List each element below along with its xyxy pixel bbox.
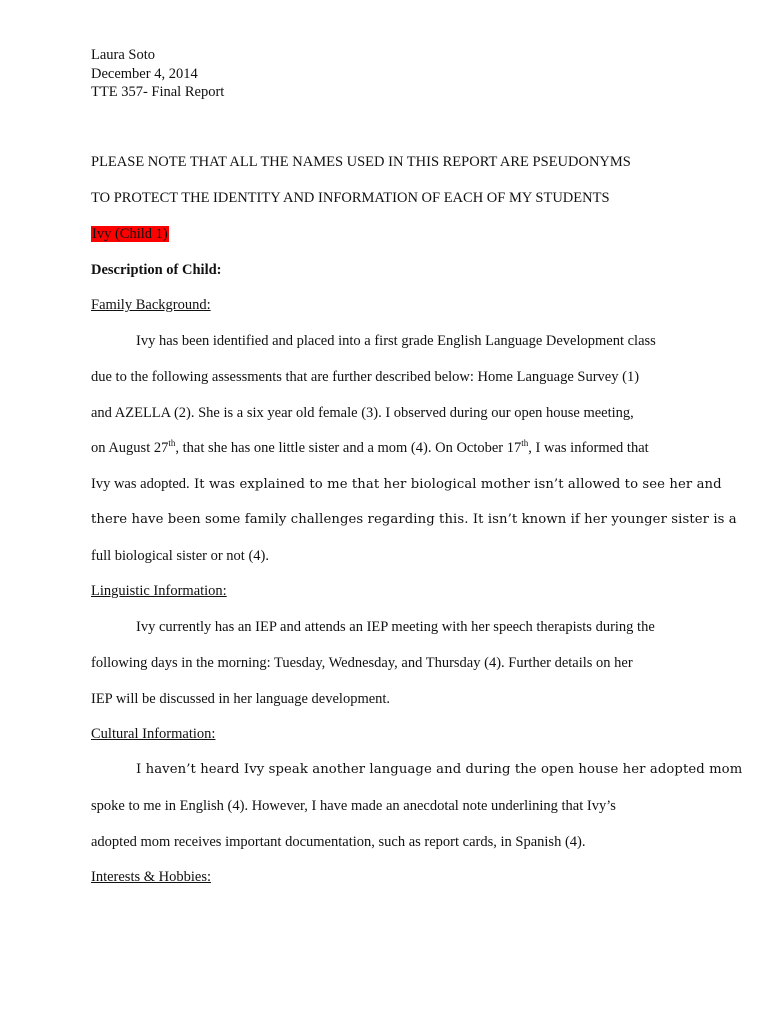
linguistic-paragraph-line: IEP will be discussed in her language development.: [91, 691, 391, 707]
superscript: th: [168, 438, 176, 449]
report-date: December 4, 2014: [91, 66, 198, 82]
text-segment: , I was informed that: [528, 440, 649, 456]
family-background-heading: Family Background:: [91, 297, 211, 313]
cultural-paragraph-line: I haven’t heard Ivy speak another language and during the open house her adopted mom: [136, 762, 743, 777]
cultural-information-heading: Cultural Information:: [91, 726, 216, 742]
text-segment: , that she has one little sister and a mom (4). On October 17: [175, 440, 522, 456]
cultural-paragraph-line: spoke to me in English (4). However, I have made an anecdotal note underlining that Ivy’s: [91, 798, 616, 814]
cultural-paragraph-line: adopted mom receives important documentation, such as report cards, in Spanish (4).: [91, 834, 586, 850]
interests-hobbies-heading: Interests & Hobbies:: [91, 869, 212, 885]
description-heading: Description of Child:: [91, 262, 222, 278]
linguistic-paragraph-line: Ivy currently has an IEP and attends an IEP meeting with her speech therapists during the: [136, 619, 655, 635]
child-label-highlight: Ivy (Child 1): [92, 226, 168, 242]
family-paragraph-line: full biological sister or not (4).: [91, 548, 269, 564]
family-paragraph-line: Ivy has been identified and placed into a first grade English Language Development class: [136, 333, 656, 349]
notice-line-2: TO PROTECT THE IDENTITY AND INFORMATION OF EACH OF MY STUDENTS: [91, 190, 610, 206]
family-paragraph-line: due to the following assessments that are further described below: Home Language Survey (1): [91, 369, 640, 385]
family-paragraph-line: and AZELLA (2). She is a six year old female (3). I observed during our open house meeting,: [91, 405, 634, 421]
author-name: Laura Soto: [91, 47, 156, 63]
notice-line-1: PLEASE NOTE THAT ALL THE NAMES USED IN THIS REPORT ARE PSEUDONYMS: [91, 154, 631, 170]
text-segment: It was explained to me that her biological mother isn’t allowed to see her and: [189, 477, 722, 492]
superscript: th: [521, 438, 529, 449]
text-segment: Ivy was adopted.: [91, 476, 190, 492]
linguistic-paragraph-line: following days in the morning: Tuesday, Wednesday, and Thursday (4). Further details on her: [91, 655, 633, 671]
family-paragraph-line: [91, 475, 722, 494]
family-paragraph-line: there have been some family challenges regarding this. It isn’t known if her younger sister is a: [91, 512, 737, 527]
course-title: TTE 357- Final Report: [91, 84, 225, 100]
text-segment: on August 27: [91, 440, 169, 456]
family-paragraph-line: [91, 439, 649, 457]
linguistic-information-heading: Linguistic Information:: [91, 583, 227, 599]
child-label: [91, 225, 169, 243]
